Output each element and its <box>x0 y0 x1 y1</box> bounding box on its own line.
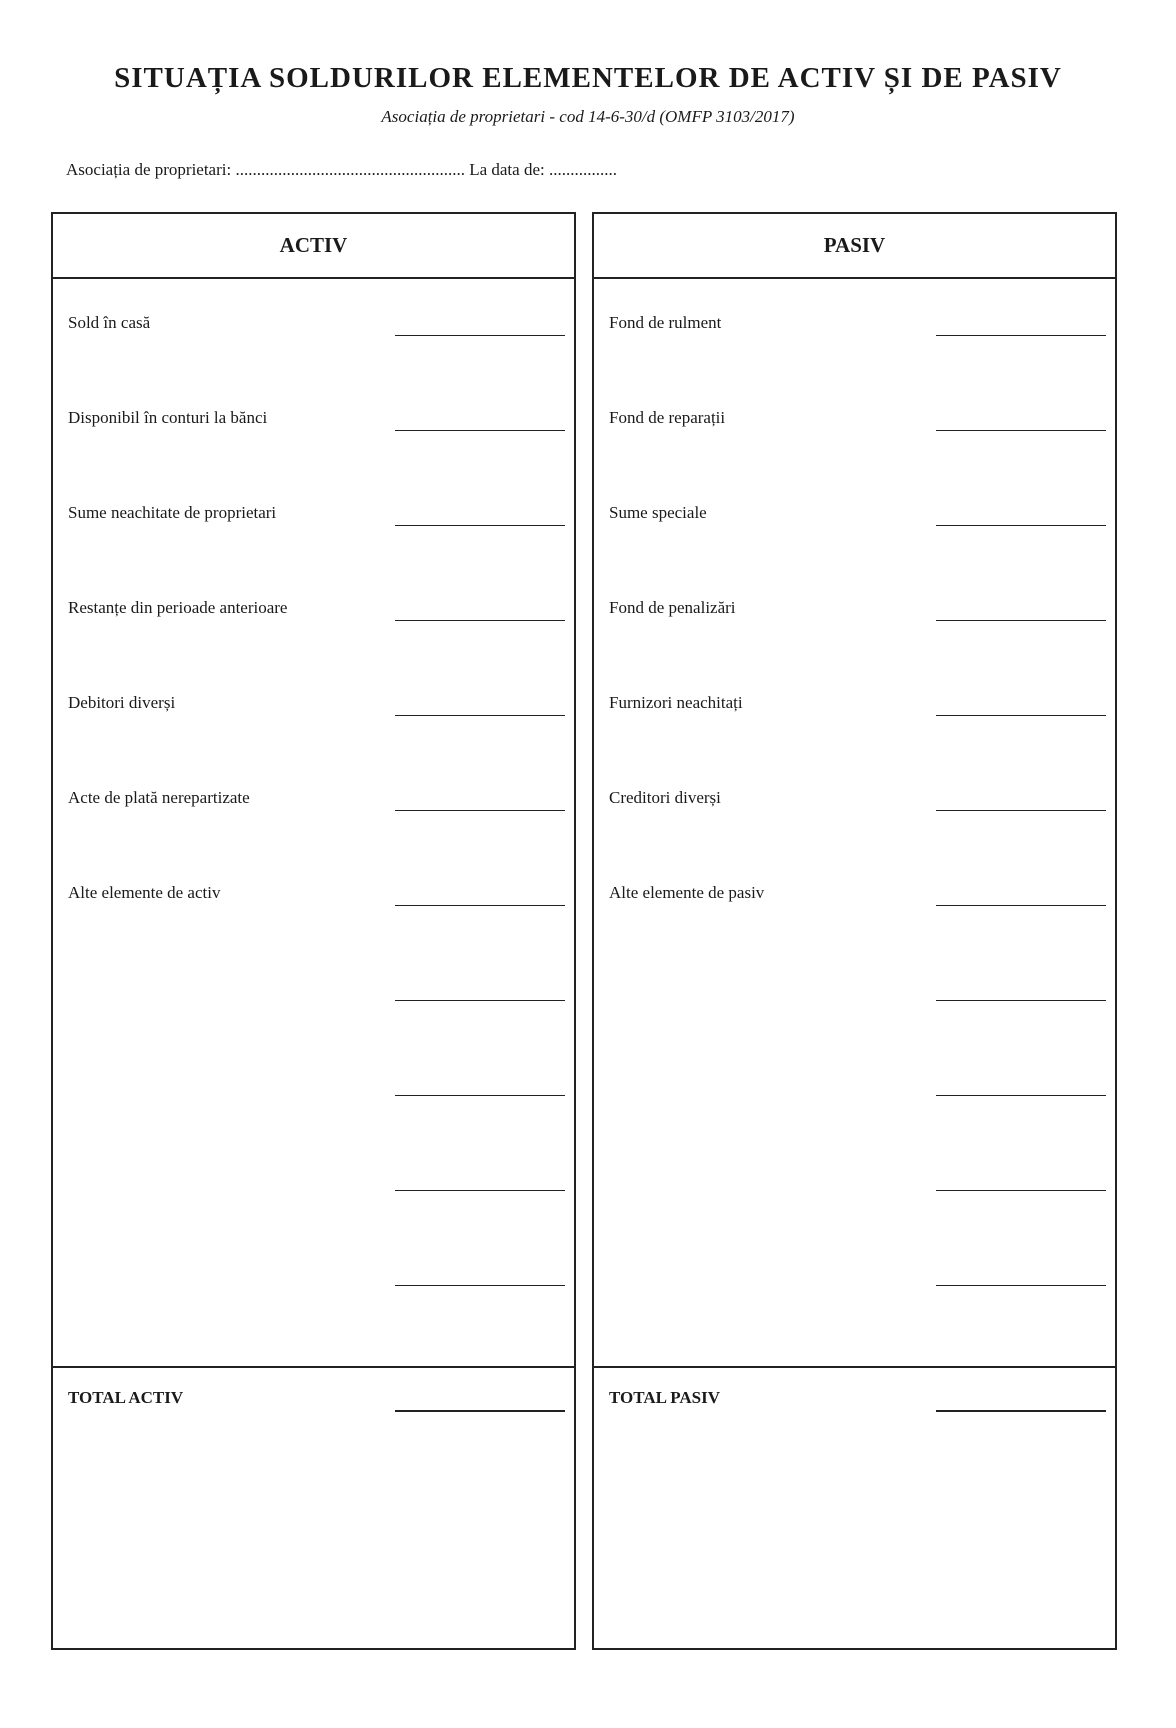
activ-row <box>53 598 574 628</box>
activ-row-label: Disponibil în conturi la bănci <box>68 408 268 427</box>
pasiv-row-amount-field[interactable] <box>936 620 1106 621</box>
activ-row <box>53 408 574 438</box>
pasiv-row-amount-field[interactable] <box>936 715 1106 716</box>
pasiv-total-section <box>594 1366 1115 1648</box>
total-activ-field[interactable] <box>395 1410 565 1412</box>
pasiv-row-amount-field[interactable] <box>936 335 1106 336</box>
activ-total-row <box>53 1388 574 1418</box>
pasiv-row-label: Furnizori neachitați <box>609 693 743 712</box>
pasiv-row-label: Fond de penalizări <box>609 598 736 617</box>
document-title: SITUAȚIA SOLDURILOR ELEMENTELOR DE ACTIV ȘI DE PASIV <box>114 62 1062 94</box>
activ-row <box>53 1073 574 1103</box>
pasiv-row <box>594 313 1115 343</box>
activ-row-amount-field[interactable] <box>395 525 565 526</box>
activ-row-label: Debitori diverși <box>68 693 176 712</box>
activ-row <box>53 788 574 818</box>
pasiv-row-amount-field[interactable] <box>936 1000 1106 1001</box>
pasiv-row-amount-field[interactable] <box>936 525 1106 526</box>
activ-row <box>53 1263 574 1293</box>
activ-row-amount-field[interactable] <box>395 1095 565 1096</box>
activ-heading: ACTIV <box>53 214 574 279</box>
pasiv-heading: PASIV <box>594 214 1115 279</box>
pasiv-row <box>594 978 1115 1008</box>
pasiv-row <box>594 1168 1115 1198</box>
activ-row-label: Restanțe din perioade anterioare <box>68 598 288 617</box>
activ-row-label: Sume neachitate de proprietari <box>68 503 277 522</box>
activ-row-amount-field[interactable] <box>395 715 565 716</box>
activ-row-amount-field[interactable] <box>395 810 565 811</box>
activ-panel <box>51 212 576 1650</box>
pasiv-row-amount-field[interactable] <box>936 1190 1106 1191</box>
pasiv-row <box>594 1263 1115 1293</box>
pasiv-row <box>594 503 1115 533</box>
activ-row <box>53 978 574 1008</box>
activ-row-amount-field[interactable] <box>395 905 565 906</box>
activ-row-label: Alte elemente de activ <box>68 883 221 902</box>
pasiv-row-amount-field[interactable] <box>936 905 1106 906</box>
pasiv-row-label: Fond de rulment <box>609 313 722 332</box>
pasiv-row <box>594 693 1115 723</box>
document-subtitle: Asociația de proprietari - cod 14-6-30/d (OMFP 3103/2017) <box>381 107 795 126</box>
activ-row-amount-field[interactable] <box>395 1000 565 1001</box>
activ-row-amount-field[interactable] <box>395 430 565 431</box>
activ-row <box>53 503 574 533</box>
activ-total-section <box>53 1366 574 1648</box>
activ-row <box>53 313 574 343</box>
activ-row-amount-field[interactable] <box>395 1285 565 1286</box>
activ-row <box>53 1168 574 1198</box>
pasiv-row <box>594 1073 1115 1103</box>
activ-row <box>53 883 574 913</box>
pasiv-row-label: Creditori diverși <box>609 788 721 807</box>
pasiv-panel <box>592 212 1117 1650</box>
activ-row <box>53 693 574 723</box>
pasiv-row-label: Fond de reparații <box>609 408 726 427</box>
pasiv-row-amount-field[interactable] <box>936 1285 1106 1286</box>
total-pasiv-field[interactable] <box>936 1410 1106 1412</box>
total-pasiv-label: TOTAL PASIV <box>609 1388 721 1407</box>
pasiv-row <box>594 598 1115 628</box>
activ-row-amount-field[interactable] <box>395 620 565 621</box>
pasiv-row <box>594 788 1115 818</box>
pasiv-row-amount-field[interactable] <box>936 430 1106 431</box>
association-date-line: Asociația de proprietari: ...................................................... La data de: ................ <box>66 160 617 179</box>
pasiv-row <box>594 883 1115 913</box>
activ-row-amount-field[interactable] <box>395 1190 565 1191</box>
pasiv-row-label: Alte elemente de pasiv <box>609 883 765 902</box>
pasiv-row <box>594 408 1115 438</box>
pasiv-total-row <box>594 1388 1115 1418</box>
activ-row-label: Acte de plată nerepartizate <box>68 788 250 807</box>
activ-row-label: Sold în casă <box>68 313 151 332</box>
pasiv-row-amount-field[interactable] <box>936 810 1106 811</box>
activ-row-amount-field[interactable] <box>395 335 565 336</box>
pasiv-row-amount-field[interactable] <box>936 1095 1106 1096</box>
total-activ-label: TOTAL ACTIV <box>68 1388 184 1407</box>
pasiv-row-label: Sume speciale <box>609 503 707 522</box>
